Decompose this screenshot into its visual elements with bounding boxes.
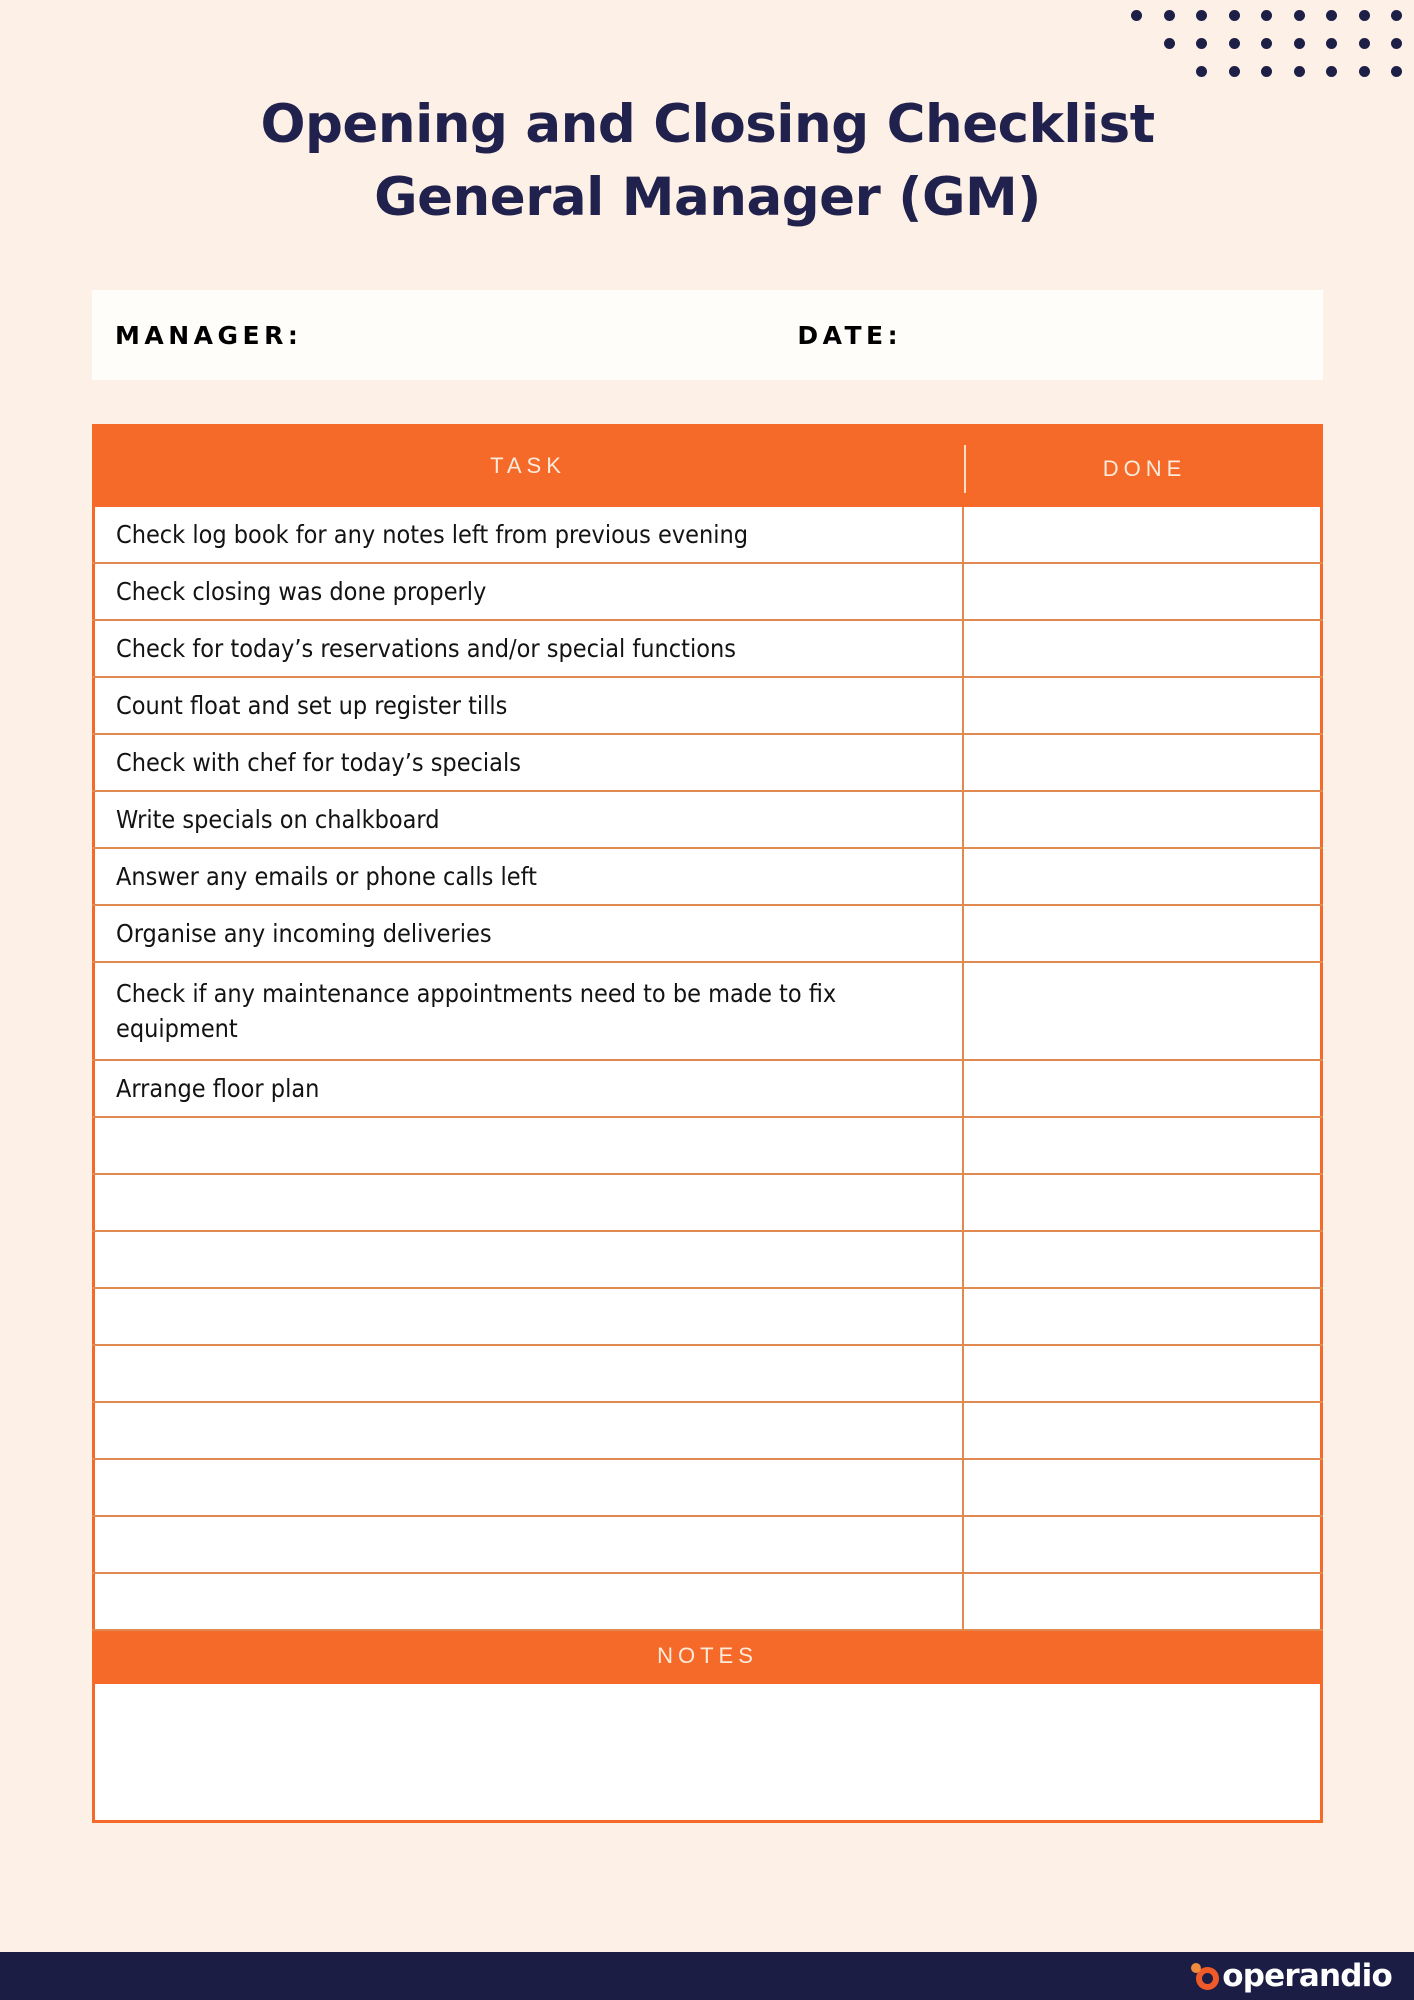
task-label [116, 1138, 128, 1154]
task-cell[interactable] [92, 1232, 964, 1287]
dot-icon [1391, 10, 1402, 21]
done-checkbox-cell[interactable] [964, 678, 1323, 733]
table-row [92, 963, 1323, 1061]
dot-icon [1326, 66, 1337, 77]
dot-grid-row [1102, 38, 1402, 49]
table-row [92, 792, 1323, 849]
table-row [92, 1061, 1323, 1118]
task-cell[interactable] [92, 1289, 964, 1344]
table-row [92, 735, 1323, 792]
notes-header: NOTES [92, 1631, 1323, 1681]
dot-icon [1131, 10, 1142, 21]
operandio-logo [1191, 1957, 1392, 1994]
task-label [116, 1252, 128, 1268]
task-label: Write specials on chalkboard [116, 805, 440, 834]
task-cell[interactable] [92, 1403, 964, 1458]
table-row [92, 678, 1323, 735]
table-body [92, 507, 1323, 1631]
done-checkbox-cell[interactable] [964, 1175, 1323, 1230]
table-row [92, 507, 1323, 564]
task-cell[interactable] [92, 621, 964, 676]
dot-icon [1326, 38, 1337, 49]
task-label: Check if any maintenance appointments need to be made to fix equipment [116, 979, 837, 1043]
dot-icon [1196, 66, 1207, 77]
operandio-ring-icon [1191, 1961, 1221, 1991]
dot-icon [1391, 38, 1402, 49]
dot-grid-row [1102, 10, 1402, 21]
task-label [116, 1480, 128, 1496]
table-row [92, 1403, 1323, 1460]
task-cell[interactable] [92, 564, 964, 619]
task-cell[interactable] [92, 906, 964, 961]
task-cell[interactable] [92, 1574, 964, 1629]
done-checkbox-cell[interactable] [964, 1061, 1323, 1116]
task-cell[interactable] [92, 963, 964, 1059]
dot-icon [1391, 66, 1402, 77]
done-checkbox-cell[interactable] [964, 963, 1323, 1059]
table-row [92, 1289, 1323, 1346]
done-checkbox-cell[interactable] [964, 1289, 1323, 1344]
table-header-task: TASK [490, 453, 566, 478]
dot-icon [1359, 66, 1370, 77]
table-row [92, 621, 1323, 678]
dot-icon [1359, 38, 1370, 49]
task-label: Count float and set up register tills [116, 691, 508, 720]
done-checkbox-cell[interactable] [964, 735, 1323, 790]
task-label [116, 1594, 128, 1610]
table-row [92, 1118, 1323, 1175]
footer-bar [0, 1952, 1414, 2000]
task-label: Check for today’s reservations and/or special functions [116, 634, 736, 663]
task-label [116, 1366, 128, 1382]
table-row [92, 1346, 1323, 1403]
date-label: DATE: [797, 320, 903, 350]
done-checkbox-cell[interactable] [964, 1232, 1323, 1287]
table-row [92, 1574, 1323, 1631]
dot-icon [1229, 38, 1240, 49]
task-label: Answer any emails or phone calls left [116, 862, 537, 891]
dot-icon [1294, 38, 1305, 49]
done-checkbox-cell[interactable] [964, 849, 1323, 904]
dot-icon [1326, 10, 1337, 21]
done-checkbox-cell[interactable] [964, 507, 1323, 562]
task-cell[interactable] [92, 849, 964, 904]
task-label: Check with chef for today’s specials [116, 748, 521, 777]
task-label [116, 1195, 128, 1211]
task-cell[interactable] [92, 1061, 964, 1116]
done-checkbox-cell[interactable] [964, 1574, 1323, 1629]
dot-icon [1294, 10, 1305, 21]
table-row [92, 1232, 1323, 1289]
task-cell[interactable] [92, 792, 964, 847]
dot-icon [1359, 10, 1370, 21]
dot-icon [1196, 10, 1207, 21]
table-row [92, 564, 1323, 621]
task-label: Organise any incoming deliveries [116, 919, 492, 948]
dot-grid-row [1102, 66, 1402, 77]
task-cell[interactable] [92, 1118, 964, 1173]
notes-input-area[interactable] [92, 1681, 1323, 1823]
table-header-done: DONE [964, 445, 1323, 493]
table-row [92, 906, 1323, 963]
dot-icon [1164, 10, 1175, 21]
task-label: Check log book for any notes left from previous evening [116, 520, 749, 549]
done-checkbox-cell[interactable] [964, 1346, 1323, 1401]
task-cell[interactable] [92, 1346, 964, 1401]
dot-icon [1229, 10, 1240, 21]
dot-icon [1261, 10, 1272, 21]
done-checkbox-cell[interactable] [964, 906, 1323, 961]
dot-icon [1229, 66, 1240, 77]
dot-icon [1294, 66, 1305, 77]
task-cell[interactable] [92, 1460, 964, 1515]
done-checkbox-cell[interactable] [964, 1403, 1323, 1458]
dot-icon [1196, 38, 1207, 49]
task-label [116, 1537, 128, 1553]
manager-label: MANAGER: [115, 320, 303, 350]
task-cell[interactable] [92, 1175, 964, 1230]
task-label [116, 1423, 128, 1439]
task-cell[interactable] [92, 1517, 964, 1572]
manager-date-bar [92, 290, 1323, 380]
table-header-row [92, 424, 1323, 507]
task-cell[interactable] [92, 678, 964, 733]
done-checkbox-cell[interactable] [964, 1118, 1323, 1173]
done-checkbox-cell[interactable] [964, 792, 1323, 847]
operandio-wordmark: operandio [1222, 1957, 1392, 1994]
table-row [92, 1517, 1323, 1574]
table-row [92, 849, 1323, 906]
dot-icon [1261, 66, 1272, 77]
page-title-line-2: General Manager (GM) [374, 167, 1041, 228]
done-checkbox-cell[interactable] [964, 564, 1323, 619]
done-checkbox-cell[interactable] [964, 621, 1323, 676]
table-row [92, 1460, 1323, 1517]
table-row [92, 1175, 1323, 1232]
done-checkbox-cell[interactable] [964, 1460, 1323, 1515]
task-label: Check closing was done properly [116, 577, 487, 606]
task-label: Arrange floor plan [116, 1074, 320, 1103]
done-checkbox-cell[interactable] [964, 1517, 1323, 1572]
dot-grid-decoration [1102, 10, 1402, 94]
page-title [92, 88, 1323, 234]
dot-icon [1164, 38, 1175, 49]
dot-icon [1261, 38, 1272, 49]
task-cell[interactable] [92, 735, 964, 790]
page-title-line-1: Opening and Closing Checklist [260, 94, 1155, 155]
task-label [116, 1309, 128, 1325]
checklist-table [92, 424, 1323, 1631]
task-cell[interactable] [92, 507, 964, 562]
